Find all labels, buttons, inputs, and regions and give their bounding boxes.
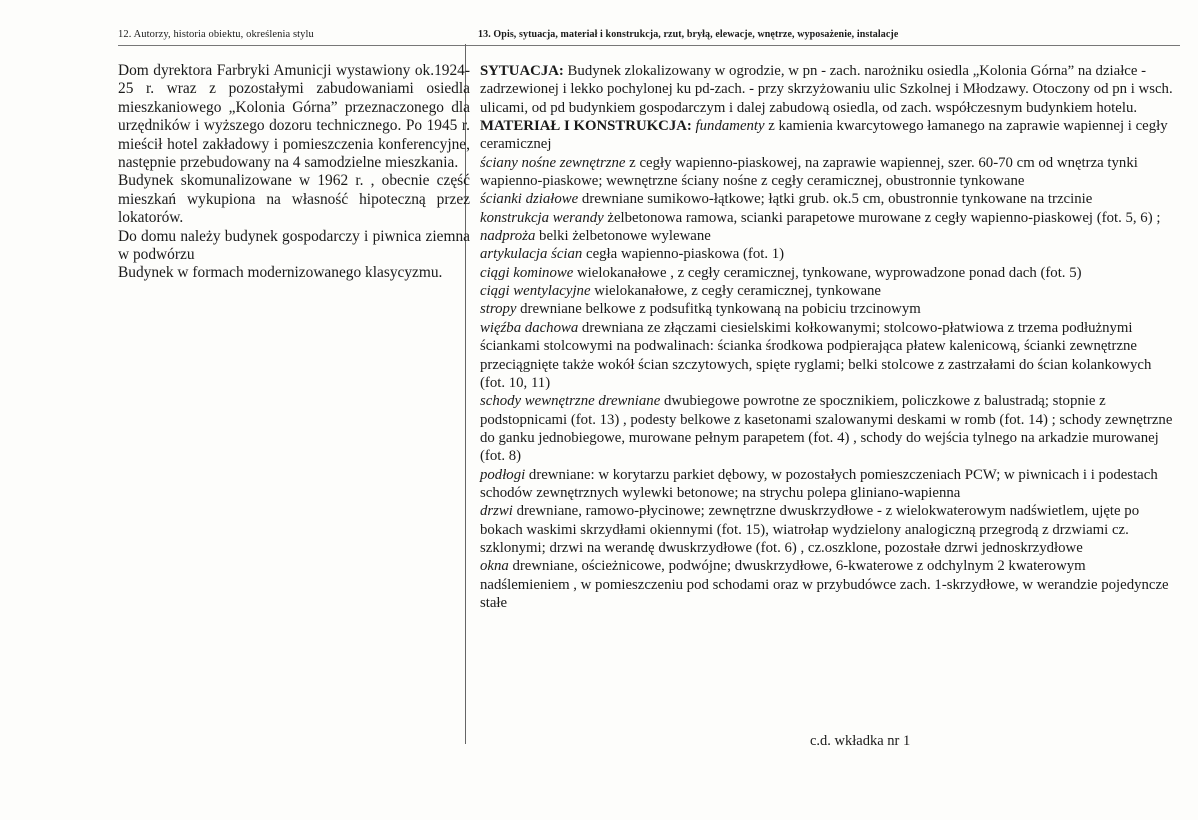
werandy-label: konstrukcja werandy [480,209,604,226]
okna-item [480,557,1178,612]
wiezba-label: więźba dachowa [480,319,579,336]
nadproza-item [480,227,1178,245]
material-label: MATERIAŁ I KONSTRUKCJA: [480,118,692,135]
material-section [480,117,1178,154]
podlogi-item [480,466,1178,503]
fundamenty-label: fundamenty [695,118,765,135]
history-paragraph: Budynek skomunalizowane w 1962 r. , obecnie część mieszkań wykupiona na własność hipoteczną przez lokatorów. [118,172,470,227]
stropy-item [480,300,1178,318]
artykulacja-label: artykulacja ścian [480,246,583,263]
schody-item [480,392,1178,465]
scianki-label: ścianki działowe [480,191,579,208]
left-column [118,28,470,282]
podlogi-label: podłogi [480,466,526,483]
stropy-text: drewniane belkowe z podsufitką tynkowaną na pobiciu trzcinowym [516,301,921,318]
left-column-header: 12. Autorzy, historia obiektu, określenia stylu [118,29,314,40]
history-text [118,62,470,283]
fundamenty-text: z kamienia kwarcytowego łamanego na zaprawie wapiennej i cegły ceramicznej [480,118,1168,153]
wentylacyjne-text: wielokanałowe, z cegły ceramicznej, tynkowane [590,283,881,300]
wentylacyjne-item [480,282,1178,300]
kominowe-text: wielokanałowe , z cegły ceramicznej, tynkowane, wyprowadzone ponad dach (fot. 5) [573,264,1082,281]
artykulacja-item [480,245,1178,263]
kominowe-item [480,264,1178,282]
history-paragraph: Do domu należy budynek gospodarczy i piwnica ziemna w podwórzu [118,227,470,264]
scianki-text: drewniane sumikowo-łątkowe; łątki grub. ok.5 cm, obustronnie tynkowane na trzcinie [578,191,1093,208]
werandy-item [480,209,1178,227]
kominowe-label: ciągi kominowe [480,264,574,281]
nadproza-text: belki żelbetonowe wylewane [535,228,711,245]
podlogi-text: drewniane: w korytarzu parkiet dębowy, w pozostałych pomieszczeniach PCW; w piwnicach i i podestach schodów zewnętrznych wylewki betonowe; na strychu polepa gliniano-wapienna [480,466,1158,501]
wiezba-item [480,319,1178,392]
stropy-label: stropy [480,301,517,318]
header-rule-left [118,45,465,46]
scianki-item [480,190,1178,208]
header-rule-right [466,45,1180,46]
drzwi-text: drewniane, ramowo-płycinowe; zewnętrzne dwuskrzydłowe - z wielokwaterowym nadświetlem, ujęte po bokach waskimi skrzydłami okiennymi (fot. 15), wiatrołap wydzielony analogiczną przegrodą z drzwiami cz. szklonymi; drzwi na werandę dwuskrzydłowe (fot. 6) , cz.oszklone, pozostałe dzrwi jednoskrzydłowe [480,503,1140,556]
history-paragraph: Dom dyrektora Farbryki Amunicji wystawiony ok.1924-25 r. wraz z pozostałymi zabudowaniami osiedla mieszkaniowego „Kolonia Górna” przeznaczonego dla urzędników i wyższego dozoru technicznego. Po 1945 r. mieścił hotel zakładowy i pomieszczenia konferencyjne, następnie przebudowany na 4 samodzielne mieszkania. [118,62,470,172]
sytuacja-text: Budynek zlokalizowany w ogrodzie, w pn - zach. narożniku osiedla „Kolonia Górna” na działce - zadrzewionej i lekko pochylonej ku pd-zach. - przy skrzyżowaniu ulic Szkolnej i Młodzawy. Otoczony od pn i wsch. ulicami, od pd budynkiem gospodarczym i dalej zabudową osiedla, od zach. współczesnym budynkiem hotelu. [480,63,1173,116]
description-text [480,62,1178,612]
sciany-nosne-text: z cegły wapienno-piaskowej, na zaprawie wapiennej, szer. 60-70 cm od wnętrza tynki wapienno-piaskowe; wewnętrzne ściany nośne z cegły ceramicznej, obustronnie tynkowane [480,154,1138,190]
sciany-nosne-label: ściany nośne zewnętrzne [480,154,626,171]
artykulacja-text: cegła wapienno-piaskowa (fot. 1) [582,246,785,263]
wiezba-text: drewniana ze złączami ciesielskimi kołkowanymi; stolcowo-płatwiowa z trzema podłużnymi ściankami stolcowymi na podwalinach: ścianka środkowa podpierająca płatew kalenicową, ścianki zewnętrzne przeciągnięte także wokół ścian szczytowych, spięte ryglami; belki stolcowe z zastrzałami do ścian kolankowych (fot. 10, 11) [480,319,1152,391]
werandy-text: żelbetonowa ramowa, scianki parapetowe murowane z cegły wapienno-piaskowej (fot. 5, 6) ; [603,209,1161,226]
drzwi-label: drzwi [480,503,513,520]
schody-text: dwubiegowe powrotne ze spocznikiem, policzkowe z balustradą; stopnie z podstopnicami (fot. 13) , podesty belkowe z kasetonami szalowanymi deskami w romb (fot. 14) ; schody zewnętrzne do ganku jednobiegowe, murowane pełnym parapetem (fot. 4) , schody do wejścia tylnego na arkadzie murowanej (fot. 8) [480,393,1173,465]
sciany-nosne-item [480,154,1178,191]
continuation-note: c.d. wkładka nr 1 [810,733,911,749]
schody-label: schody wewnętrzne drewniane [480,393,661,410]
okna-text: drewniane, ościeżnicowe, podwójne; dwuskrzydłowe, 6-kwaterowe z odchylnym 2 kwaterowym nadślemieniem , w pomieszczeniu pod schodami oraz w przybudówce zach. 1-skrzydłowe, w werandzie pojedyncze stałe [480,558,1169,611]
okna-label: okna [480,558,509,575]
style-paragraph: Budynek w formach modernizowanego klasycyzmu. [118,264,443,282]
sytuacja-label: SYTUACJA: [480,63,564,79]
drzwi-item [480,502,1178,557]
nadproza-label: nadproża [480,228,536,245]
right-column [478,28,1178,611]
sytuacja-section [480,62,1178,117]
wentylacyjne-label: ciągi wentylacyjne [480,283,591,300]
right-column-header: 13. Opis, sytuacja, materiał i konstrukcja, rzut, bryłą, elewacje, wnętrze, wyposażenie, instalacje [478,29,899,40]
